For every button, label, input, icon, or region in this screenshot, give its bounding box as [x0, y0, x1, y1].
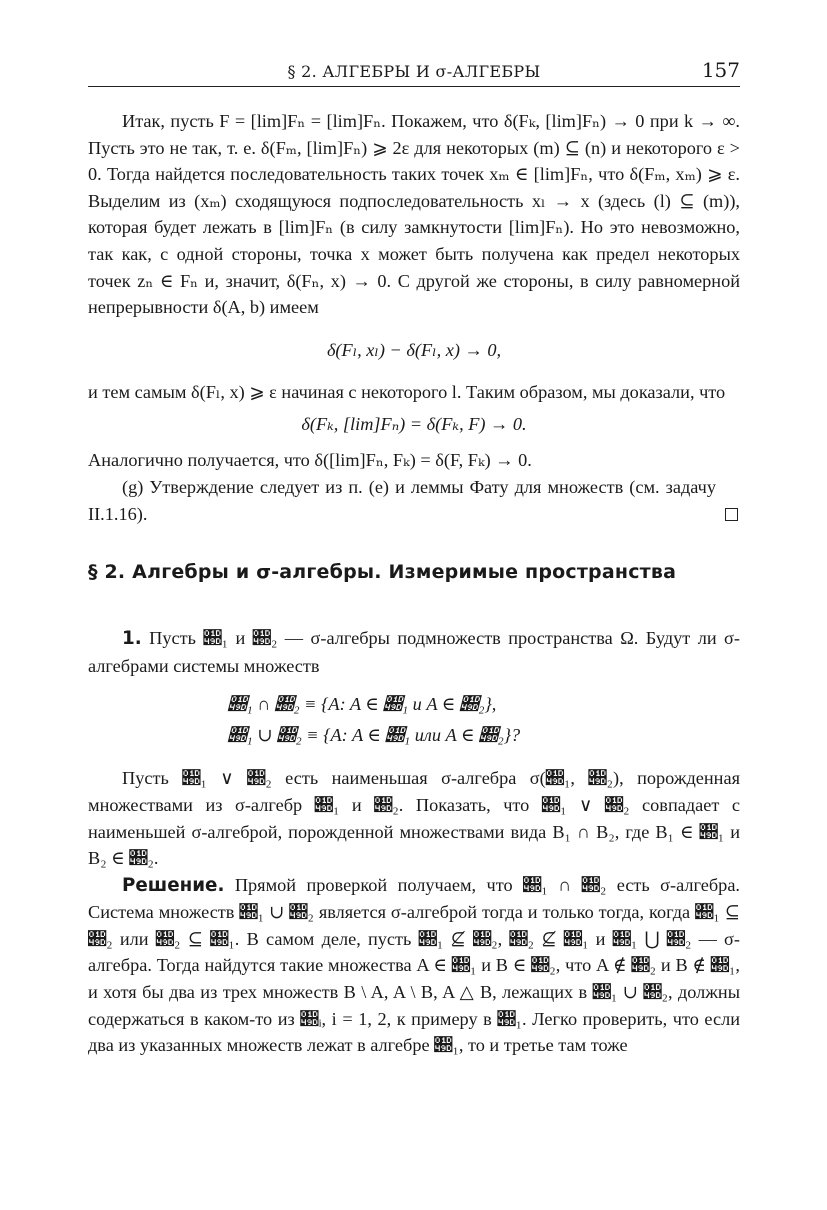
running-title: § 2. АЛГЕБРЫ И σ-АЛГЕБРЫ [287, 62, 541, 81]
paragraph-item-g: (g) Утверждение следует из п. (e) и леммы Фату для множеств (см. задачу II.1.16). [88, 476, 716, 524]
solution-paragraph [88, 872, 740, 1059]
display-formula: δ(Fₗ, xₗ) − δ(Fₗ, x) → 0, [326, 339, 502, 360]
problem-formulas [88, 689, 740, 751]
display-formula: δ(Fₖ, [lim]Fₙ) = δ(Fₖ, F) → 0. [301, 414, 527, 435]
qed-line [88, 474, 740, 527]
paragraph-analogous: Аналогично получается, что δ([lim]Fₙ, Fₖ) = δ(F, Fₖ) → 0. [88, 450, 532, 471]
body-text [88, 108, 740, 1059]
problem-continuation: Пусть 𝒝₁ ∨ 𝒝₂ есть наименьшая σ-алгебра σ(𝒝₁, 𝒝₂), порожденная множествами из σ-алгебр 𝒝₁ и 𝒝₂. Показать, что 𝒝₁ ∨ 𝒝₂ совпадает с наименьшей σ-алгеброй, порожденной множествами вида B₁ ∩ B₂, где B₁ ∈ 𝒝₁ и B₂ ∈ 𝒝₂. [88, 768, 740, 869]
page-number: 157 [701, 58, 740, 82]
solution-text: Прямой проверкой получаем, что 𝒝₁ ∩ 𝒝₂ есть σ-алгебра. Система множеств 𝒝₁ ∪ 𝒝₂ является σ-алгеброй тогда и только тогда, когда 𝒝₁ ⊆ 𝒝₂ или 𝒝₂ ⊆ 𝒝₁. В самом деле, пусть 𝒝₁ ⊈ 𝒝₂, 𝒝₂ ⊈ 𝒝₁ и 𝒝₁ ⋃ 𝒝₂ — σ-алгебра. Тогда найдутся такие множества A ∈ 𝒝₁ и B ∈ 𝒝₂, что A ∉ 𝒝₂ и B ∉ 𝒝₁, и хотя бы два из трех множеств B \ A, A \ B, A △ B, лежащих в 𝒝₁ ∪ 𝒝₂, должны содержаться в каком-то из 𝒝ᵢ, i = 1, 2, к примеру в 𝒝₁. Легко проверить, что если два из указанных множеств лежат в алгебре 𝒝₁, то и третье там тоже [88, 874, 740, 1056]
problem-text: Пусть 𝒝₁ и 𝒝₂ — σ-алгебры подмножеств пространства Ω. Будут ли σ-алгебрами системы множеств [88, 628, 740, 676]
problem-statement [88, 625, 740, 679]
running-head [88, 56, 740, 87]
qed-square-icon [725, 508, 738, 521]
paragraph-proof: Итак, пусть F = [lim]Fₙ = [lim]Fₙ. Покажем, что δ(Fₖ, [lim]Fₙ) → 0 при k → ∞. Пусть это не так, т. е. δ(Fₘ, [lim]Fₙ) ⩾ 2ε для некоторых (m) ⊆ (n) и некоторого ε > 0. Тогда найдется последовательность таких точек xₘ ∈ [lim]Fₙ, что δ(Fₘ, xₘ) ⩾ ε. Выделим из (xₘ) сходящуюся подпоследовательность xₗ → x (здесь (l) ⊆ (m)), которая будет лежать в [lim]Fₙ (в силу замкнутости [lim]Fₙ). Но это невозможно, так как, с одной стороны, точка x может быть получена как предел некоторых точек zₙ ∈ Fₙ и, значит, δ(Fₙ, x) → 0. С другой же стороны, в силу равномерной непрерывности δ(A, b) имеем [88, 111, 740, 318]
solution-label: Решение. [122, 874, 225, 896]
section-heading: § 2. Алгебры и σ-алгебры. Измеримые пространства [88, 561, 677, 584]
problem-number: 1. [122, 628, 142, 650]
display-formula: 𝒝₁ ∩ 𝒝₂ ≡ {A: A ∈ 𝒝₁ и A ∈ 𝒝₂}, [228, 694, 497, 715]
display-formula: 𝒝₁ ∪ 𝒝₂ ≡ {A: A ∈ 𝒝₁ или A ∈ 𝒝₂}? [228, 725, 521, 746]
paragraph-conclusion: и тем самым δ(Fₗ, x) ⩾ ε начиная с некоторого l. Таким образом, мы доказали, что [88, 381, 726, 402]
